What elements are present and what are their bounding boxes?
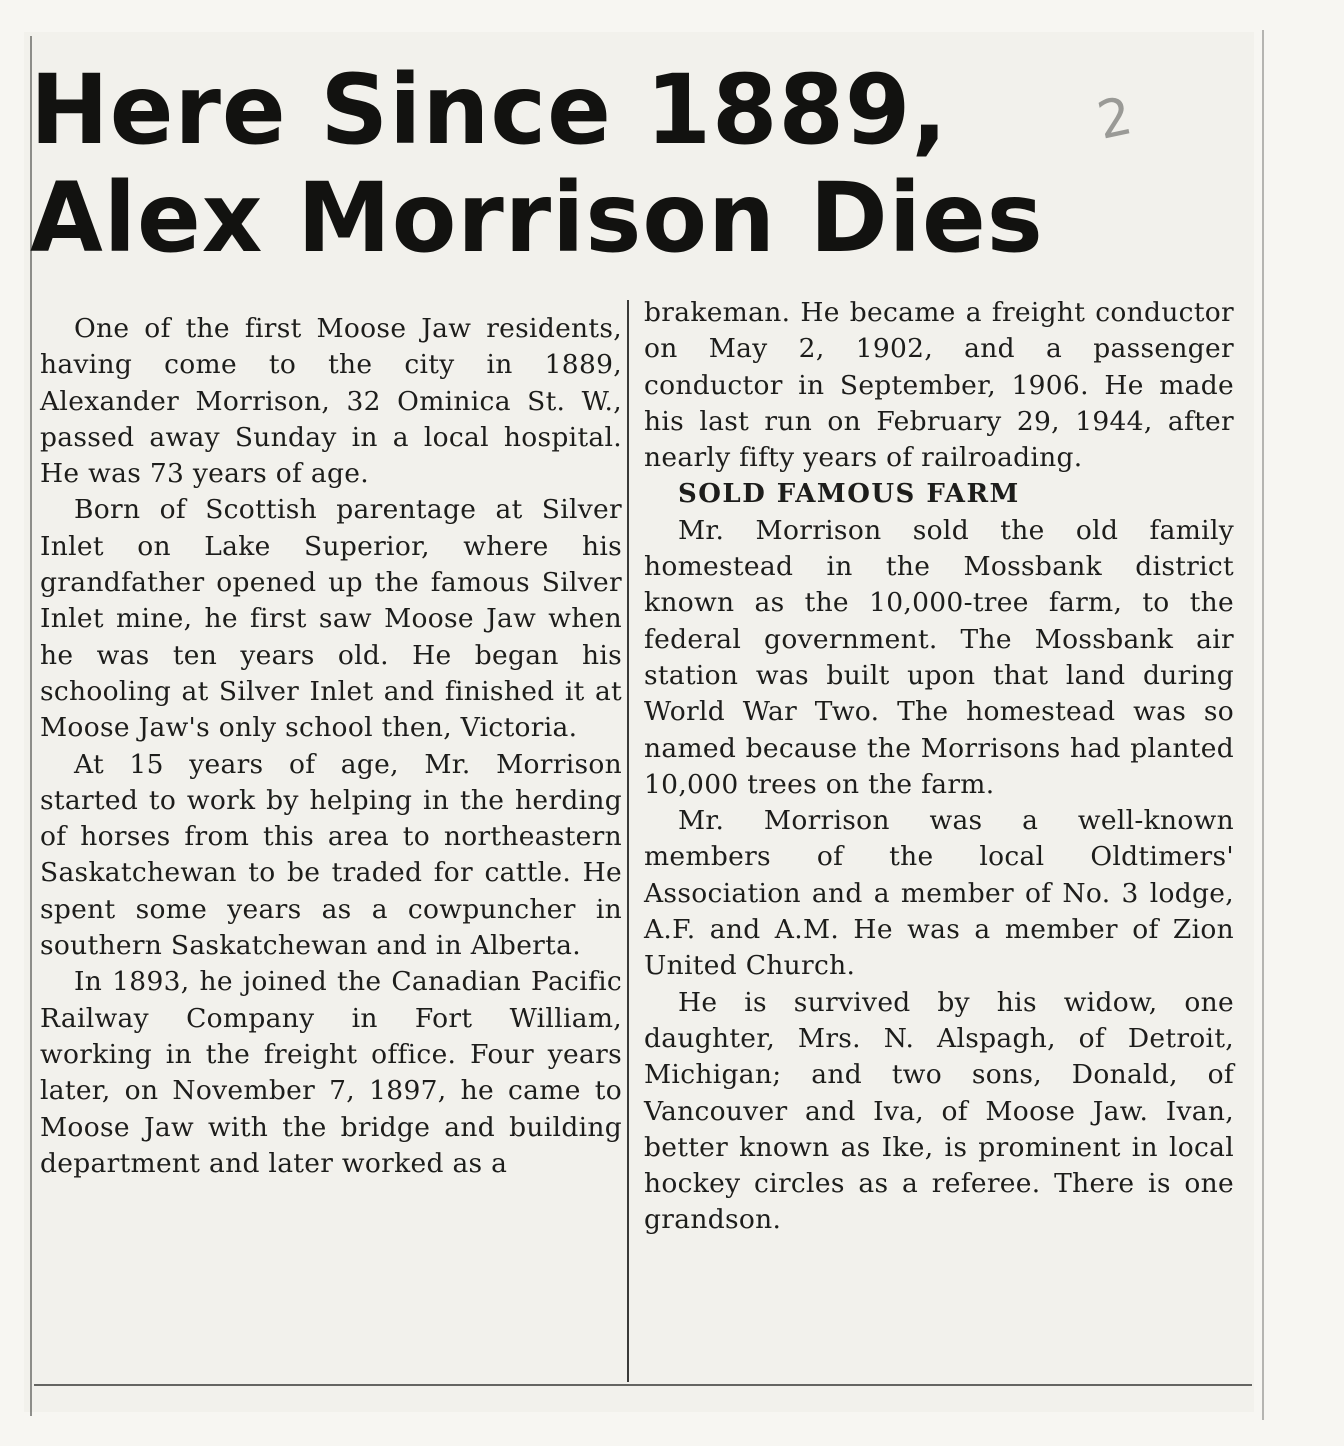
paragraph: At 15 years of age, Mr. Morrison started to work by helping in the herding of horses from this area to northeastern Saskatchewan to be traded for cattle. He spent some years as a cowpuncher in southern Saskatchewan and in Alberta. [40,748,622,962]
clipping-right-edge [1262,30,1264,1420]
paragraph: Born of Scottish parentage at Silver Inlet on Lake Superior, where his grandfather opened up the famous Silver Inlet mine, he first saw Moose Jaw when he was ten years old. He began his schooling at Silver Inlet and finished it at Moose Jaw's only school then, Victoria. [40,494,622,744]
right-column [644,295,1234,1239]
headline [30,56,1167,272]
headline-line-2: Alex Morrison Dies [30,162,1044,274]
headline-line-1: Here Since 1889, [30,54,949,166]
clipping-bottom-rule [34,1384,1252,1386]
paragraph: In 1893, he joined the Canadian Pacific Railway Company in Fort William, working in the freight office. Four years later, on November 7, 1897, he came to Moose Jaw with the bridge and building department and later worked as a [40,966,622,1179]
handwritten-margin-note: 2 [1092,86,1138,152]
paragraph: One of the first Moose Jaw residents, having come to the city in 1889, Alexander Morrison, 32 Ominica St. W., passed away Sunday in a local hospital. He was 73 years of age. [40,313,622,490]
paragraph: He is survived by his widow, one daughter, Mrs. N. Alspagh, of Detroit, Michigan; and two sons, Donald, of Vancouver and Iva, of Moose Jaw. Ivan, better known as Ike, is prominent in local hockey circles as a referee. There is one grandson. [644,986,1234,1236]
paragraph: Mr. Morrison sold the old family homestead in the Mossbank district known as the 10,000-tree farm, to the federal government. The Mossbank air station was built upon that land during World War Two. The homestead was so named because the Morrisons had planted 10,000 trees on the farm. [644,514,1234,800]
paragraph-continued: brakeman. He became a freight conductor on May 2, 1902, and a passenger conductor in September, 1906. He made his last run on February 29, 1944, after nearly fifty years of railroading. [644,297,1234,474]
subheading: SOLD FAMOUS FARM [678,479,1020,510]
column-divider [627,300,629,1382]
paragraph: Mr. Morrison was a well-known members of the local Oldtimers' Association and a member of No. 3 lodge, A.F. and A.M. He was a member of Zion United Church. [644,805,1234,982]
left-column [40,311,622,1182]
